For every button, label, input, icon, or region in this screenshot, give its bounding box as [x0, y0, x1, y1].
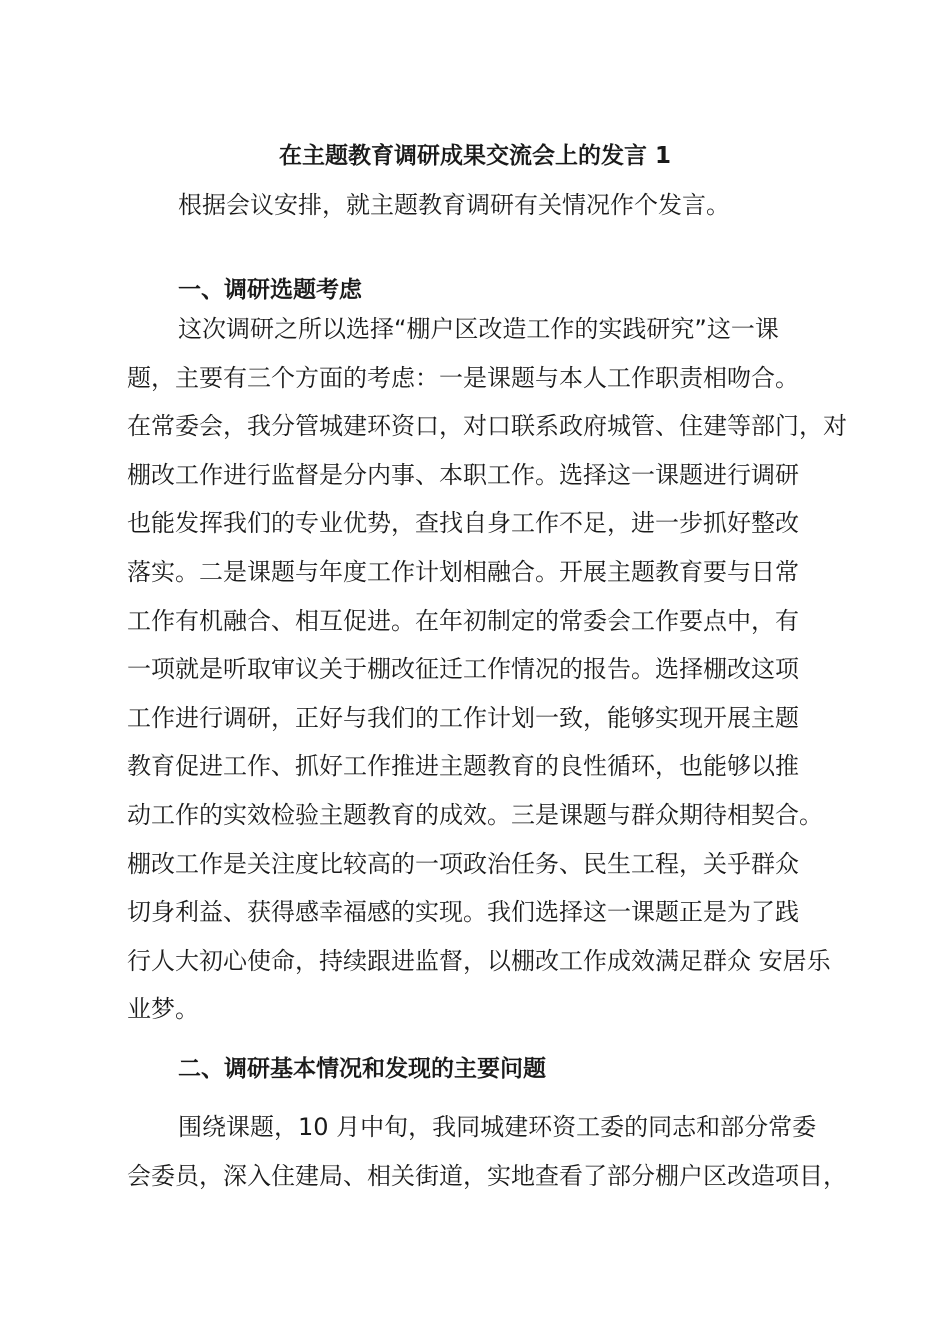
- paragraph-line: 棚改工作进行监督是分内事、本职工作。选择这一课题进行调研: [127, 460, 799, 489]
- paragraph-line: 会委员，深入住建局、相关街道，实地查看了部分棚户区改造项目，: [127, 1161, 847, 1190]
- intro-paragraph: [127, 181, 730, 230]
- intro-line: 根据会议安排，就主题教育调研有关情况作个发言。: [178, 191, 730, 219]
- paragraph-line: 行人大初心使命，持续跟进监督，以棚改工作成效满足群众 安居乐: [127, 946, 831, 975]
- paragraph-line: 切身利益、获得感幸福感的实现。我们选择这一课题正是为了践: [127, 898, 799, 927]
- paragraph-line: 业梦。: [127, 995, 199, 1024]
- paragraph-line: 教育促进工作、抓好工作推进主题教育的良性循环，也能够以推: [127, 752, 799, 781]
- paragraph-line: 工作进行调研，正好与我们的工作计划一致，能够实现开展主题: [127, 703, 799, 732]
- paragraph-line: 围绕课题，10 月中旬，我同城建环资工委的同志和部分常委: [178, 1113, 817, 1141]
- paragraph-line: 在常委会，我分管城建环资口，对口联系政府城管、住建等部门，对: [127, 412, 847, 441]
- paragraph-line: 也能发挥我们的专业优势，查找自身工作不足，进一步抓好整改: [127, 509, 799, 538]
- paragraph-line: 动工作的实效检验主题教育的成效。三是课题与群众期待相契合。: [127, 800, 823, 829]
- paragraph-line: 题，主要有三个方面的考虑：一是课题与本人工作职责相吻合。: [127, 363, 799, 392]
- document-title: 在主题教育调研成果交流会上的发言 1: [278, 143, 671, 169]
- section-2-paragraph: [127, 1103, 847, 1200]
- paragraph-line: 工作有机融合、相互促进。在年初制定的常委会工作要点中，有: [127, 606, 799, 635]
- paragraph-line: 一项就是听取审议关于棚改征迁工作情况的报告。选择棚改这项: [127, 655, 799, 684]
- paragraph-line: 这次调研之所以选择“棚户区改造工作的实践研究”这一课: [178, 315, 779, 343]
- section-2-heading: 二、调研基本情况和发现的主要问题: [178, 1056, 546, 1082]
- paragraph-line: 棚改工作是关注度比较高的一项政治任务、民生工程，关乎群众: [127, 849, 799, 878]
- section-1-paragraph: [127, 305, 847, 1034]
- section-1-heading: 一、调研选题考虑: [178, 277, 362, 303]
- paragraph-line: 落实。二是课题与年度工作计划相融合。开展主题教育要与日常: [127, 557, 799, 586]
